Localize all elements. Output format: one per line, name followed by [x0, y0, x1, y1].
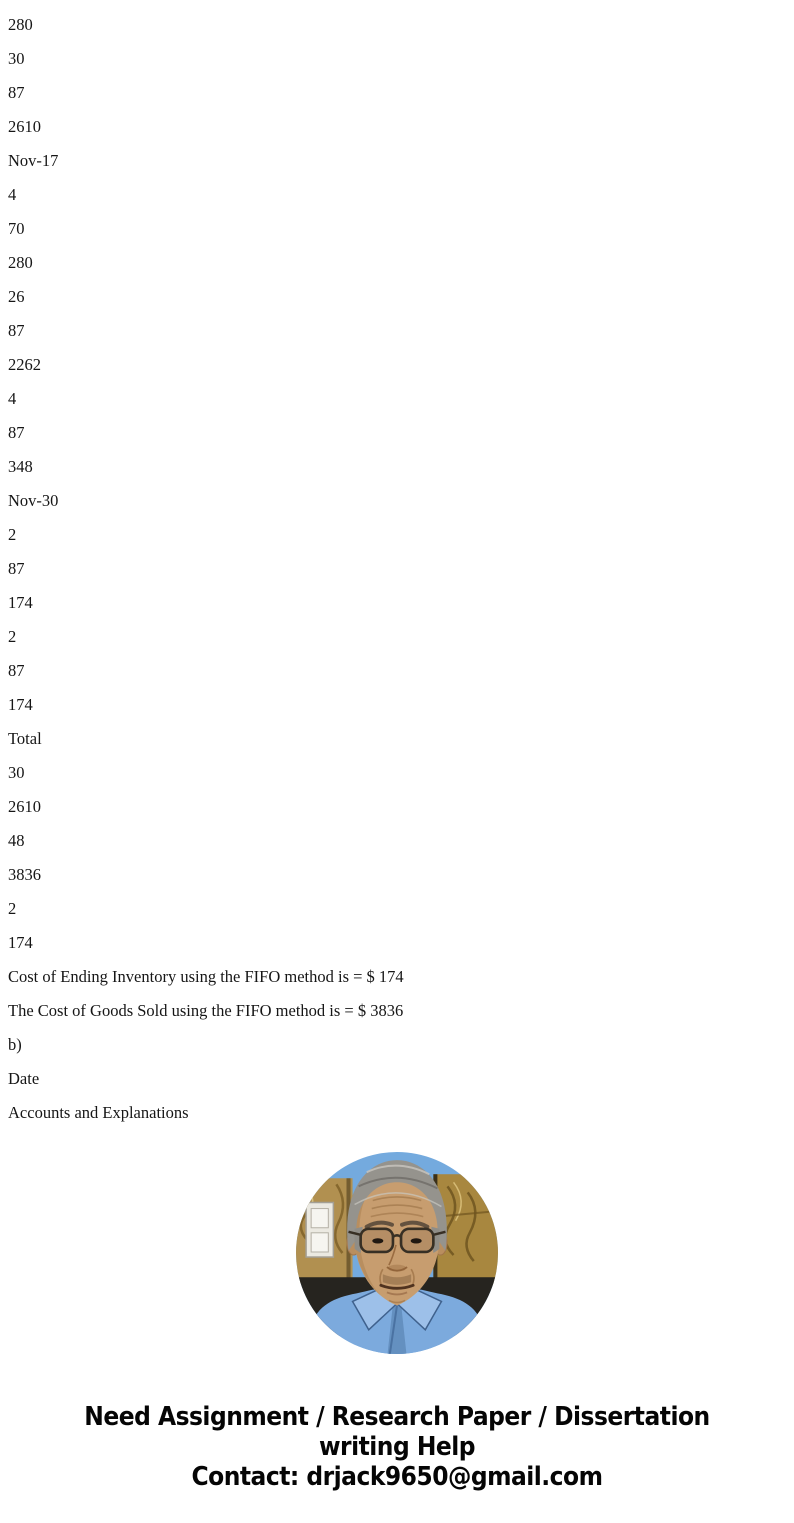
text-line: 30: [8, 49, 25, 68]
presenter-photo: [296, 1152, 498, 1354]
text-line: 280: [8, 15, 33, 34]
text-line: The Cost of Goods Sold using the FIFO method is = $ 3836: [8, 1001, 404, 1020]
text-line: Nov-30: [8, 491, 59, 510]
text-line: 2610: [8, 797, 41, 816]
text-line: 26: [8, 287, 25, 306]
text-line: b): [8, 1035, 22, 1054]
text-line: 2: [8, 525, 17, 544]
portrait-left-wall: [296, 1178, 353, 1283]
text-line: 2262: [8, 355, 41, 374]
text-line: Total: [8, 729, 42, 748]
text-line: Date: [8, 1069, 40, 1088]
text-line: 2: [8, 899, 17, 918]
text-line: Accounts and Explanations: [8, 1103, 189, 1122]
text-line: 2: [8, 627, 17, 646]
text-line: Cost of Ending Inventory using the FIFO method is = $ 174: [8, 967, 404, 986]
promo-banner-line: writing Help: [318, 1432, 476, 1462]
text-line: 280: [8, 253, 33, 272]
text-line: 2610: [8, 117, 41, 136]
promo-banner: [0, 1402, 794, 1492]
text-line: 174: [8, 695, 33, 714]
man-portrait-illustration: [296, 1152, 498, 1354]
text-line: 70: [8, 219, 25, 238]
text-line: 4: [8, 185, 17, 204]
text-line: 174: [8, 933, 33, 952]
text-line: 87: [8, 423, 25, 442]
text-line: 87: [8, 661, 25, 680]
text-line: 48: [8, 831, 25, 850]
promo-banner-line: Need Assignment / Research Paper / Dissertation: [84, 1402, 710, 1432]
text-line: 174: [8, 593, 33, 612]
text-line: 4: [8, 389, 17, 408]
text-line: 3836: [8, 865, 41, 884]
text-line: 87: [8, 83, 25, 102]
text-line: 348: [8, 457, 33, 476]
portrait-eye-right: [411, 1238, 422, 1243]
portrait-eye-left: [372, 1238, 383, 1243]
promo-banner-line: Contact: drjack9650@gmail.com: [191, 1462, 603, 1492]
text-line: 87: [8, 559, 25, 578]
text-line: 30: [8, 763, 25, 782]
text-line: Nov-17: [8, 151, 59, 170]
text-line: 87: [8, 321, 25, 340]
